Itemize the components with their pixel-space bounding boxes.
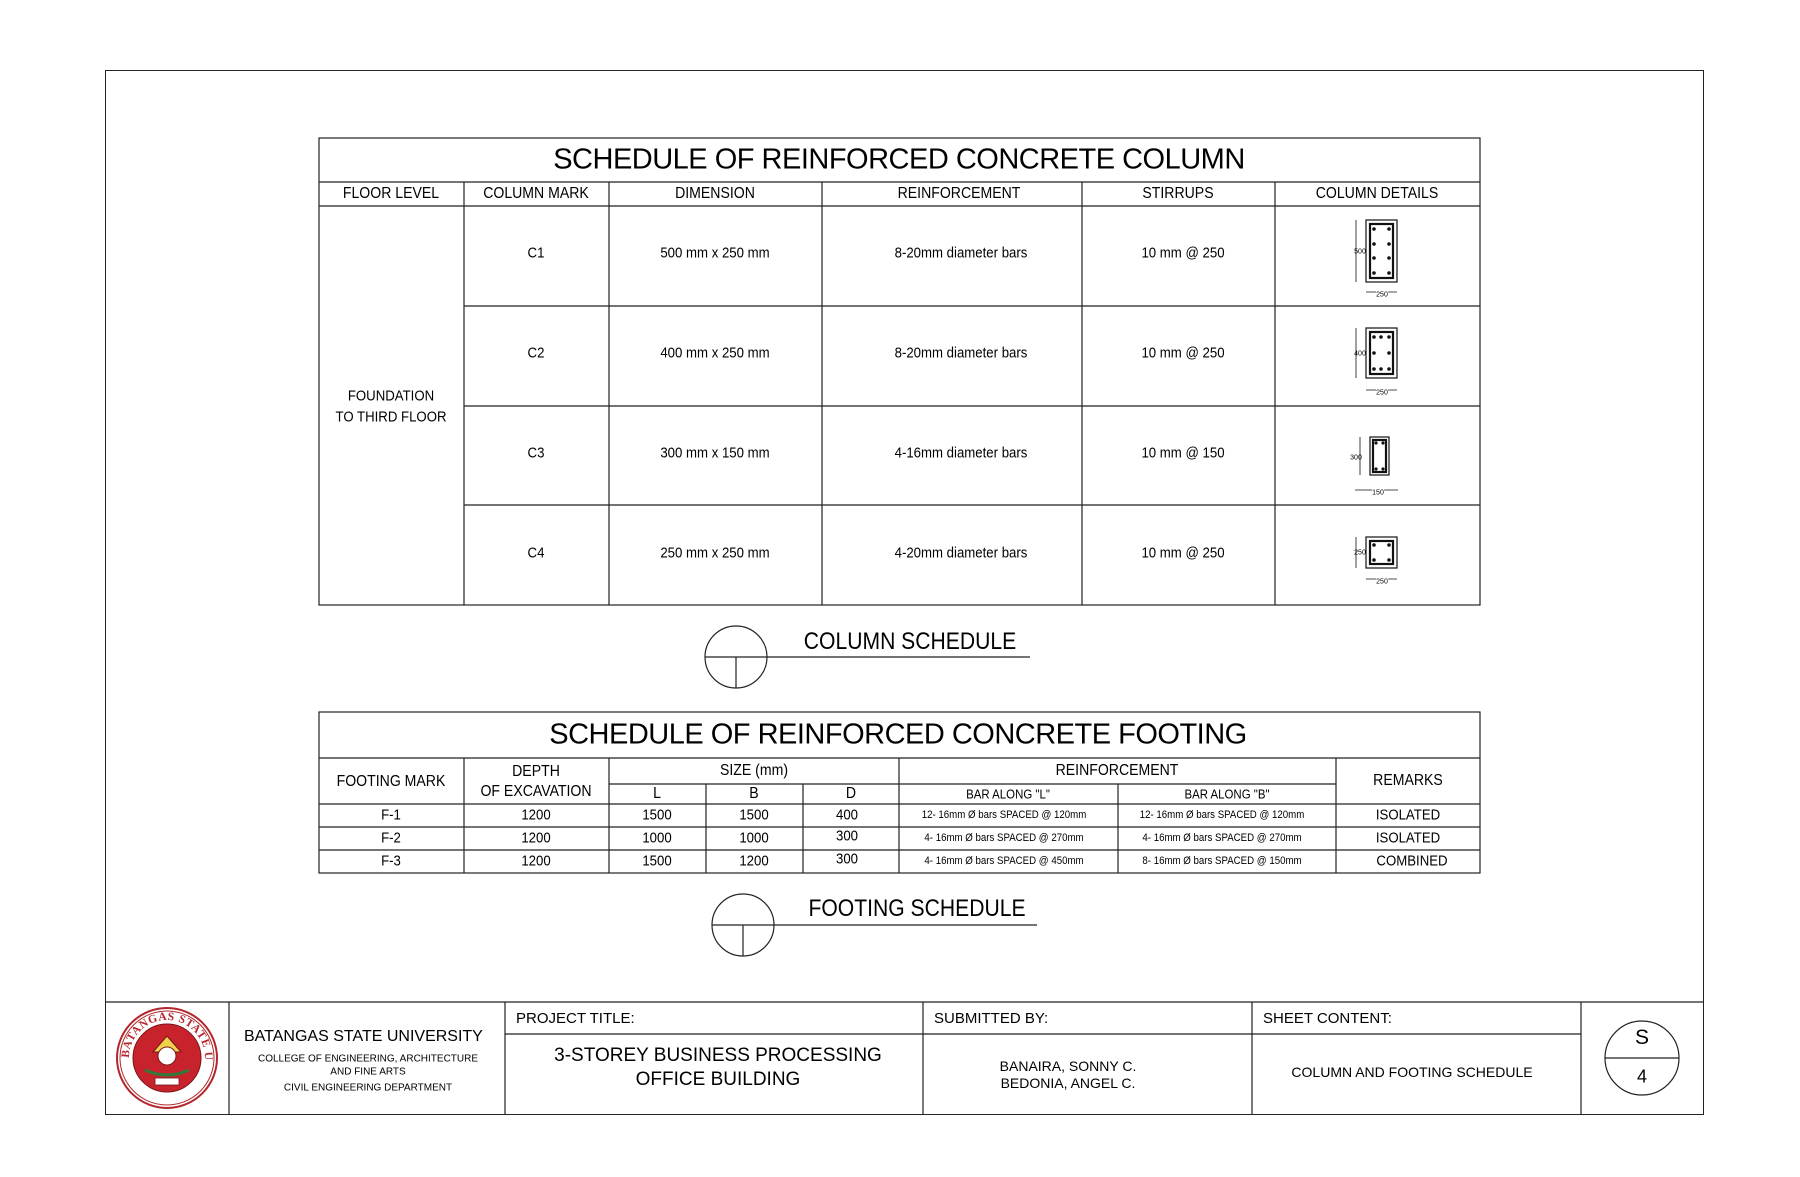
header-column-details: COLUMN DETAILS	[1315, 185, 1439, 202]
footing-schedule-title: SCHEDULE OF REINFORCED CONCRETE FOOTING	[549, 718, 1247, 751]
footing-b: 1500	[739, 806, 769, 824]
footing-mark: F-1	[381, 806, 401, 824]
header-reinforcement: REINFORCEMENT	[897, 185, 1021, 202]
header-bar-along-l: BAR ALONG "L"	[966, 786, 1050, 802]
header-bar-along-b: BAR ALONG "B"	[1184, 786, 1270, 802]
footing-bar-along-b: 4- 16mm Ø bars SPACED @ 270mm	[1142, 832, 1302, 844]
footing-l: 1000	[642, 829, 672, 847]
floor-level-line1: FOUNDATION	[347, 387, 435, 405]
header-depth-line1: DEPTH	[512, 763, 560, 780]
header-depth-line2: OF EXCAVATION	[480, 783, 592, 800]
detail-height-label: 250	[1354, 549, 1366, 557]
column-stirrups: 10 mm @ 250	[1141, 544, 1225, 562]
footing-b: 1200	[739, 852, 769, 870]
project-title-line2: OFFICE BUILDING	[635, 1069, 801, 1090]
footing-remarks: COMBINED	[1376, 852, 1448, 870]
column-dimension: 250 mm x 250 mm	[660, 544, 770, 562]
submitter-1: BANAIRA, SONNY C.	[999, 1058, 1137, 1074]
college-line2: AND FINE ARTS	[330, 1066, 406, 1078]
footing-bar-along-b: 8- 16mm Ø bars SPACED @ 150mm	[1142, 855, 1302, 867]
detail-height-label: 300	[1350, 454, 1362, 462]
college-line1: COLLEGE OF ENGINEERING, ARCHITECTURE	[257, 1053, 479, 1065]
footing-l: 1500	[642, 806, 672, 824]
detail-height-label: 500	[1354, 248, 1366, 256]
project-title-label: PROJECT TITLE:	[516, 1010, 635, 1027]
header-size-d: D	[845, 785, 857, 802]
column-mark: C1	[527, 244, 545, 262]
submitted-by-label: SUBMITTED BY:	[934, 1010, 1049, 1027]
header-footing-mark: FOOTING MARK	[336, 773, 446, 790]
column-dimension: 400 mm x 250 mm	[660, 344, 770, 362]
column-reinforcement: 8-20mm diameter bars	[894, 344, 1028, 362]
footing-bar-along-l: 4- 16mm Ø bars SPACED @ 450mm	[924, 855, 1084, 867]
project-title-line1: 3-STOREY BUSINESS PROCESSING	[554, 1045, 882, 1066]
footing-depth: 1200	[521, 806, 551, 824]
footing-remarks: ISOLATED	[1375, 829, 1441, 847]
footing-schedule-caption: FOOTING SCHEDULE	[808, 895, 1026, 922]
seal-lettering	[117, 1008, 217, 1108]
seal-text: BATANGAS STATE U	[119, 1010, 215, 1061]
detail-width-label: 150	[1372, 489, 1384, 497]
header-size-b: B	[749, 785, 759, 802]
sheet-letter: S	[1634, 1026, 1650, 1049]
column-table-frame	[319, 138, 1480, 605]
header-column-mark: COLUMN MARK	[483, 185, 589, 202]
sheet-content-label: SHEET CONTENT:	[1263, 1010, 1392, 1027]
sheet-number: 4	[1636, 1066, 1648, 1087]
detail-width-label: 250	[1376, 578, 1388, 586]
column-stirrups: 10 mm @ 150	[1141, 444, 1225, 462]
footing-depth: 1200	[521, 852, 551, 870]
detail-height-label: 400	[1354, 350, 1366, 358]
footing-depth: 1200	[521, 829, 551, 847]
sheet-content-value: COLUMN AND FOOTING SCHEDULE	[1291, 1064, 1533, 1080]
footing-d: 400	[835, 806, 859, 824]
column-stirrups: 10 mm @ 250	[1141, 244, 1225, 262]
column-mark: C2	[527, 344, 545, 362]
header-size: SIZE (mm)	[719, 762, 789, 779]
column-mark: C4	[527, 544, 545, 562]
column-reinforcement: 8-20mm diameter bars	[894, 244, 1028, 262]
column-schedule-caption: COLUMN SCHEDULE	[803, 628, 1017, 655]
floor-level-line2: TO THIRD FLOOR	[335, 408, 447, 426]
header-footing-reinforcement: REINFORCEMENT	[1055, 762, 1179, 779]
footing-b: 1000	[739, 829, 769, 847]
svg-text:BATANGAS STATE UNIVERSITY	[117, 1008, 214, 1061]
detail-width-label: 250	[1376, 291, 1388, 299]
column-detail-c2	[1356, 328, 1397, 390]
footing-bar-along-b: 12- 16mm Ø bars SPACED @ 120mm	[1139, 809, 1305, 821]
detail-width-label: 250	[1376, 389, 1388, 397]
header-dimension: DIMENSION	[675, 185, 755, 202]
column-schedule-title: SCHEDULE OF REINFORCED CONCRETE COLUMN	[553, 143, 1245, 176]
department-name: CIVIL ENGINEERING DEPARTMENT	[283, 1082, 453, 1094]
footing-mark: F-2	[381, 829, 401, 847]
column-detail-c4	[1356, 537, 1397, 579]
column-mark: C3	[527, 444, 545, 462]
footing-d: 300	[835, 850, 859, 868]
header-size-l: L	[653, 785, 661, 802]
footing-d: 300	[835, 827, 859, 845]
column-reinforcement: 4-20mm diameter bars	[894, 544, 1028, 562]
footing-bar-along-l: 12- 16mm Ø bars SPACED @ 120mm	[921, 809, 1087, 821]
footing-mark: F-3	[381, 852, 401, 870]
header-floor-level: FLOOR LEVEL	[342, 185, 440, 202]
submitter-2: BEDONIA, ANGEL C.	[1000, 1075, 1136, 1091]
column-stirrups: 10 mm @ 250	[1141, 344, 1225, 362]
column-detail-c3	[1355, 437, 1398, 490]
header-stirrups: STIRRUPS	[1142, 185, 1214, 202]
footing-l: 1500	[642, 852, 672, 870]
university-name: BATANGAS STATE UNIVERSITY	[244, 1028, 483, 1045]
footing-remarks: ISOLATED	[1375, 806, 1441, 824]
column-dimension: 300 mm x 150 mm	[660, 444, 770, 462]
header-remarks: REMARKS	[1373, 772, 1443, 789]
column-dimension: 500 mm x 250 mm	[660, 244, 770, 262]
column-reinforcement: 4-16mm diameter bars	[894, 444, 1028, 462]
column-detail-c1	[1356, 220, 1397, 292]
footing-bar-along-l: 4- 16mm Ø bars SPACED @ 270mm	[924, 832, 1084, 844]
